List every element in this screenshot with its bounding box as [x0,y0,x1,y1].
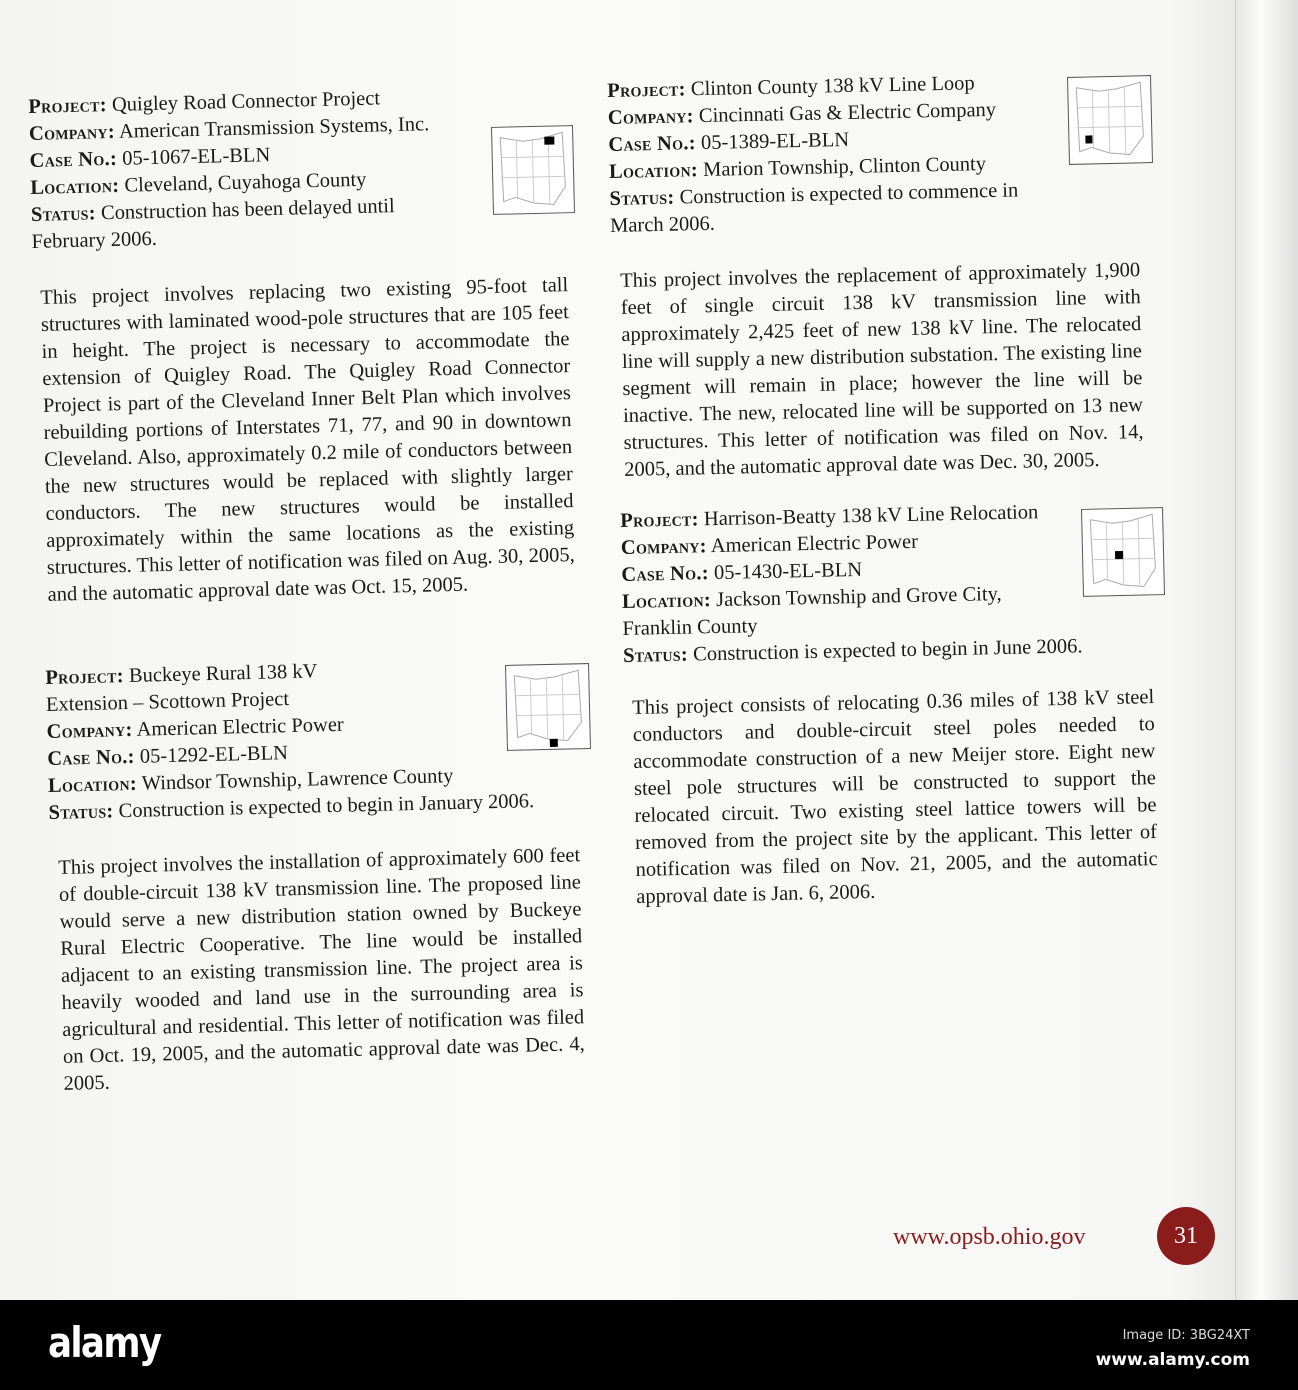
image-id: Image ID: 3BG24XT [1122,1328,1250,1343]
watermark-url: www.alamy.com [1095,1350,1250,1370]
status: Construction is expected to begin in June 2006. [692,635,1083,666]
label-case: Case No.: [47,745,136,770]
company-name: American Transmission Systems, Inc. [118,113,430,143]
project-header-buckeye [45,652,579,827]
project-description: This project involves replacing two existing 95-foot tall structures with laminated wood-pole structures that are 105 feet in height. The project is necessary to accommodate the extension of Quigley Road. The Quigley Road Connector Project is part of the Cleveland Inner Belt Plan which involves rebuilding portions of Interstates 71, 77, and 90 in downtown Cleveland. Also, approximately 0.2 mile of conductors between the new structures would be replaced with slightly larger conductors. The new structures would be installed approximately within the same locations as the existing structures. This letter of notification was filed on Aug. 30, 2005, and the automatic approval date was Oct. 15, 2005. [40,274,576,606]
project-name: Buckeye Rural 138 kV Extension – Scottown Project [45,660,318,716]
case-number: 05-1389-EL-BLN [700,128,850,155]
project-description: This project involves the replacement of approximately 1,900 feet of single circuit 138 kV transmission line with approximately 2,425 feet of new 138 kV line. The relocated line will supply a new distribution substation. The existing line segment will remain in place; however the line will be inactive. The new, relocated line will be supported on 13 new structures. This letter of notification was filed on Nov. 14, 2005, and the automatic approval date was Dec. 30, 2005. [620,259,1144,481]
label-status: Status: [609,186,675,210]
case-number: 05-1067-EL-BLN [121,144,271,170]
label-project: Project: [620,508,700,532]
label-project: Project: [45,665,125,689]
status: Construction is expected to begin in January 2006. [118,790,535,823]
location: Cleveland, Cuyahoga County [124,168,367,197]
case-number: 05-1292-EL-BLN [139,742,289,768]
page-edge [1235,0,1298,1300]
label-location: Location: [621,589,712,613]
company-name: Cincinnati Gas & Electric Company [698,98,997,128]
project-description: This project involves the installation of approximately 600 feet of double-circuit 138 kV transmission line. The proposed line would serve a new distribution station owned by Buckeye Rural Electric Cooperative. The line would be installed adjacent to an existing transmission line. The project area is heavily wooded and land use in the surrounding area is agricultural and residential. This letter of notification was filed on Oct. 19, 2005, and the automatic approval date was Dec. 4, 2005. [58,844,586,1095]
case-number: 05-1430-EL-BLN [713,558,863,585]
project-name: Quigley Road Connector Project [111,87,381,116]
company-name: American Electric Power [136,713,344,741]
project-header-quigley [28,83,492,256]
project-header-harrison [620,499,1083,670]
website-link[interactable]: www.opsb.ohio.gov [893,1224,1086,1250]
label-project: Project: [607,78,687,102]
page-number-badge: 31 [1157,1207,1215,1265]
status: Construction has been delayed until February 2006. [31,195,395,253]
label-company: Company: [607,105,695,129]
label-location: Location: [47,772,138,797]
alamy-logo: alamy [48,1318,161,1367]
project-name: Harrison-Beatty 138 kV Line Relocation [703,501,1039,531]
location: Windsor Township, Lawrence County [141,765,454,795]
label-company: Company: [46,718,133,743]
project-name: Clinton County 138 kV Line Loop [690,72,975,101]
label-status: Status: [622,643,689,667]
ohio-location-map [505,663,591,751]
ohio-location-map [1081,507,1165,597]
watermark-bar [0,1300,1298,1390]
label-project: Project: [28,94,108,118]
project-header-clinton [607,69,1060,240]
project-description: This project consists of relocating 0.36 miles of 138 kV steel conductors and double-circuit steel poles needed to accommodate construction of a new Meijer store. Eight new steel pole structures will be constructed to support the relocated circuit. Two existing steel lattice towers will be removed from the project site by the applicant. This letter of notification was filed on Nov. 21, 2005, and the automatic approval date is Jan. 6, 2006. [632,686,1158,908]
label-company: Company: [620,535,708,559]
label-status: Status: [48,800,114,824]
location: Marion Township, Clinton County [702,153,987,182]
status: Construction is expected to commence in March 2006. [609,179,1019,237]
ohio-location-map [491,125,575,215]
location: Jackson Township and Grove City, Franklin County [622,583,1002,640]
label-status: Status: [30,202,97,226]
label-case: Case No.: [608,132,697,156]
label-location: Location: [30,174,120,199]
label-case: Case No.: [621,562,710,586]
label-company: Company: [28,120,116,145]
ohio-location-map [1067,75,1153,165]
label-location: Location: [608,159,699,183]
company-name: American Electric Power [710,530,919,558]
label-case: Case No.: [29,147,118,172]
